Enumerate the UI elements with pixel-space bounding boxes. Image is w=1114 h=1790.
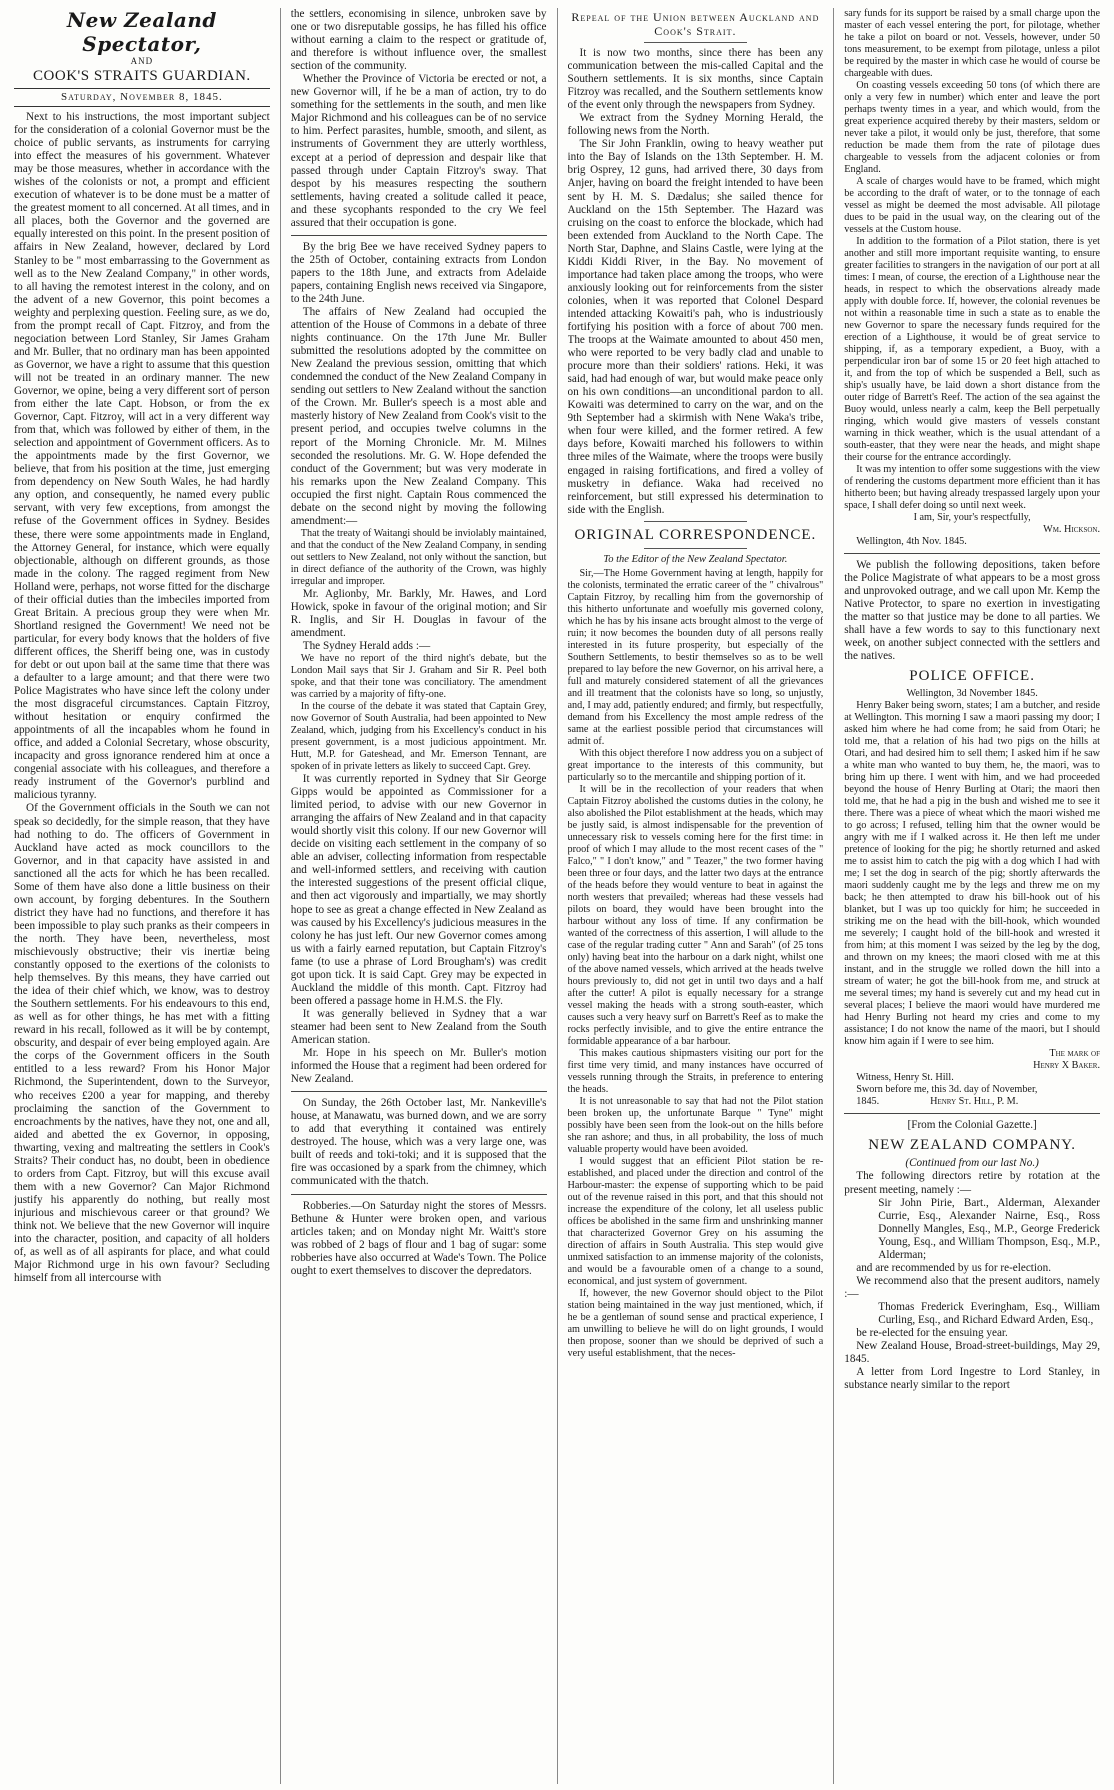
column-2 [291,8,547,1782]
news-paragraph: The Sir John Franklin, owing to heavy weather put into the Bay of Islands on the 13th September. H. M. brig Osprey, 12 guns, had arrived there, 30 days from Anjer, having on board the freight intended to have been sent by H. M. S. Dædalus; she sailed thence for Auckland on the 15th September. The Hazard was cruising on the coast to enforce the blockade, which had been extended from Auckland to the North Cape. The North Star, Daphne, and Slains Castle, were lying at the Kiddi Kiddi River, in the Bay. No movement of importance had taken place among the troops, who were anxiously looking out for reinforcements from the sister colonies, when it was reported that Colonel Despard intended attacking Kowaiti's pah, who is industriously fortifying his position with a force of about 700 men. The troops at the Waimate amounted to about 450 men, who were reported to be very badly clad and unable to procure more than their soldiers' rations. Heki, it was said, had had enough of war, but would make peace only on his own conditions—an unconditional pardon to all. Kowaiti was determined to carry on the war, and on the 9th September had a skirmish with Nene Waka's tribe, when four were killed, and the former retired. A few days before, Kowaiti marched his followers to within three miles of the Waimate, where the troops were busily engaged in raising fortifications, and fired a volley of musketry in defiance. Waka had received no reinforcement, but still expressed his determination to side with the English. [567,138,824,516]
auditors-list: Thomas Frederick Everingham, Esq., William Curling, Esq., and Richard Edward Arden, Esq., [878,1300,1100,1326]
letter-date: Wellington, 4th Nov. 1845. [856,536,967,547]
letter-body [568,568,824,1360]
sworn-detail [844,1096,1100,1108]
company-paragraph: The following directors retire by rotation at the present meeting, namely :— [844,1170,1100,1196]
continued-note: (Continued from our last No.) [905,1157,1039,1170]
mark-label: The mark of [1049,1048,1100,1060]
column-rule [833,8,834,1784]
news-paragraph: By the brig Bee we have received Sydney papers to the 25th of October, containing extracts from London papers to the 18th June, and extracts from Adelaide papers, containing English news received via Singapore, to the 24th June. [290,240,547,305]
news-paragraph: The Sydney Herald adds :— [302,640,431,653]
letter-signer: Wm. Hickson. [1043,524,1100,535]
letter-paragraph: It is not unreasonable to say that had not the Pilot station been broken up, the unfortunate Barque " Tyne" might possibly have been seen from the look-out on the hills before she ran ashore; and thus, in all probability, the loss of much valuable property would have been avoided. [567,1095,824,1155]
letter-paragraph: This makes cautious shipmasters visiting our port for the first time very timid, and many instances have occurred of vessels running through the Straits, in preference to entering the heads. [567,1047,824,1095]
article-divider [291,235,547,236]
news-paragraph: The affairs of New Zealand had occupied the attention of the House of Commons in a debate of three nights continuance. On the 17th June Mr. Buller submitted the resolutions adopted by the committee on New Zealand the previous session, omitting that which condemned the conduct of the New Zealand Company in sending out settlers to New Zealand without the sanction of the Crown. Mr. Buller's speech is a most able and masterly history of New Zealand from Cook's visit to the present period, and occupies twelve columns in the report of the Morning Chronicle. Mr. M. Milnes seconded the resolutions. Mr. G. W. Hope defended the conduct of the Government; but was very moderate in his remarks upon the New Zealand Company. This occupied the first night. Captain Rous commenced the debate on the second night by moving the following amendment:— [290,306,547,527]
letter-paragraph: It will be in the recollection of your readers that when Captain Fitzroy abolished the customs duties in the colony, he also abolished the Pilot establishment at the heads, which may be justly said, is almost indispensable for the prevention of unnecessary risk to vessels coming here for the first time: in proof of which I may allude to the most recent cases of the " Falco," " I don't know," and " Teazer," the two former having been three or four days, and the latter two days at the entrance of the heads before they would venture to beat in against the north westers that prevailed; whereas had these vessels had pilots on board, they would have been brought into the harbour without any loss of time. If any confirmation be wanted of the correctness of this assertion, I will allude to the case of the regular trading cutter " Ann and Sarah" (of 25 tons only) having beat into the harbour on a dark night, whilst one of the above named vessels, which arrived at the heads twelve hours previously to, did not get in until two days and a half after the cutter! A pilot is equally necessary for a strange vessel making the heads with a strong south-easter, which causes such a very heavy surf on Barrett's Reef as to make the rocks perfectly invisible, and to give the entire entrance the formidable appearance of a bar harbour. [567,783,824,1047]
heading-rule [644,548,746,549]
letter-paragraph: If, however, the new Governor should object to the Pilot station being maintained in the way just mentioned, which, if he be a gentleman of sound sense and practical experience, I am unwilling to believe he will do on light grounds, I would then propose, sooner than we should be deprived of such a very useful establishment, that the neces- [567,1287,824,1359]
masthead-subtitle: COOK'S STRAITS GUARDIAN. [33,68,251,84]
column-1 [14,8,270,1782]
article-divider [844,553,1100,554]
news-paragraph: Mr. Hope in his speech on Mr. Buller's motion informed the House that a regiment had been ordered for New Zealand. [290,1047,547,1086]
editorial-paragraph: the settlers, economising in silence, unbroken save by one or two disreputable gossips, he has filled his office without earning a claim to the respect or gratitude of, and therefore is without influence over, the smallest section of the community. [290,8,547,73]
quote-paragraph: In the course of the debate it was stated that Captain Grey, now Governor of South Australia, had been appointed to New Zealand, which, judging from his Excellency's conduct in his present government, is a most judicious appointment. Mr. Hutt, M.P. for Gateshead, and Mr. Emerson Tennant, are spoken of in private letters as likely to succeed Capt. Grey. [290,701,547,773]
news-paragraph: It was currently reported in Sydney that Sir George Gipps would be appointed as Commissioner for a limited period, to advise with our new Governor in arranging the affairs of New Zealand and in that capacity would shortly visit this colony. If our new Governor will decide on visiting each settlement in the company of so able an adviser, collecting information from respectable and well-informed settlers, and receiving with caution the interested suggestions of the present official clique, and then act vigorously and impartially, we may shortly hope to see as great a change effected in New Zealand as was caused by his Excellency's judicious measures in the colony he has just left. Our new Governor comes among us with a fairly earned reputation, but Captain Fitzroy's fame (to use a phrase of Lord Brougham's) was credit got upon tick. It is said Capt. Grey may be expected in Auckland the middle of this month. Capt. Fitzroy had been offered a passage home in H.M.S. the Fly. [290,773,547,1007]
article-divider [644,521,746,522]
editorial-paragraph: Of the Government officials in the South we can not speak so decidedly, for the simple reason, that they have had nothing to do. The officers of Government in Auckland have acted as mock councillors to the Governor, and in that capacity have assisted in and sanctioned all the acts for which he has been recalled. Some of them have also done a little business on their own account, by forging debentures. In the Southern district they have had no functions, and therefore it has been impossible to play such pranks as their compeers in the north. They have been, nevertheless, most mischievously obstructive; their vis inertiæ being constantly opposed to the exertions of the colonists to help themselves. By this means, they have carried out the idea of their chief which, we know, was to destroy the Southern settlements. For his endeavours to this end, as well as for other things, he has met with a fitting reward in his recall, followed as it will be by contempt, obscurity, and despair of ever being employed again. Are the corps of the Government officers in the South entitled to a less reward? From his Honor Major Richmond, the Superintendent, down to the Surveyor, who receives £200 a year for mapping, and thereby proclaiming the sanction of the Government to encroachments by the natives, have they not, one and all, aided and abetted the ex Governor, in opposing, thwarting, vexing and maltreating the settlers in Cook's Straits? Their conduct has, no doubt, been in obedience to orders from Capt. Fitzroy, but will this excuse avail them with a new Governor? Can Major Richmond justify his apparently do nothing, but really most injurious and mischievous career or that ground? We think not. We believe that the new Governor will inquire into the character, position, and capacity of all holders of, as well as of all aspirants for place, and what could Major Richmond urge in his own favour? Secluding himself from all intercourse with [14,802,270,1285]
column-3 [568,8,824,1782]
company-paragraph: We recommend also that the present auditors, namely :— [844,1274,1100,1300]
column-4 [844,8,1100,1782]
letter-paragraph: It was my intention to offer some suggestions with the view of rendering the customs department more efficient than it has hitherto been; but having already trespassed largely upon your space, I shall defer doing so until next week. [844,464,1100,511]
news-paragraph: It was generally believed in Sydney that a war steamer had been sent to New Zealand from the South American station. [290,1007,547,1046]
letter-paragraph: sary funds for its support be raised by a small charge upon the master of each vessel entering the port, for pilotage, whether he take a pilot on board or not. Vessels, however, under 50 tons measurement, to be exempt from pilotage, unless a pilot be required by the master in which case he would of course be chargeable with dues. [844,8,1100,79]
column-rule [557,8,558,1784]
masthead-title: New Zealand Spectator, [66,8,217,56]
to-editor-line: To the Editor of the New Zealand Spectator. [603,553,788,565]
directors-list: Sir John Pirie, Bart., Alderman, Alexander Currie, Esq., Alexander Nairne, Esq., Ross Donnelly Mangles, Esq., M.P., George Frederick Young, Esq., and William Thompson, Esq., M.P., Alderman; [878,1196,1100,1261]
repeal-heading: Repeal of the Union between Auckland and Cook's Strait. [571,10,820,38]
editorial-paragraph: Whether the Province of Victoria be erected or not, a new Governor will, if he be a man of action, try to do something for the settlements in the south, and men like Major Richmond and his colleagues can be of no service to him. Perfect parasites, humble, smooth, and silent, as instruments of Government they are utterly worthless, except at a period of depression and despair like that passed through under Captain Fitzroy's sway. That despot by his measures respecting the southern settlements, having created a solitude called it peace, and these sycophants responded to the cry We feel assured that their occupation is gone. [290,73,547,229]
quote-paragraph: That the treaty of Waitangi should be inviolably maintained, and that the conduct of the New Zealand Company, in sending out settlers to New Zealand, not only without the sanction, but in direct defiance of the authority of the Crown, was highly irregular and improper. [290,527,547,587]
letter-paragraph: With this object therefore I now address you on a subject of great importance to the interests of this community, but particularly so to the mercantile and shipping portion of it. [567,747,824,783]
news-paragraph: Mr. Aglionby, Mr. Barkly, Mr. Hawes, and Lord Howick, spoke in favour of the original motion; and Sir R. Inglis, and Sir H. Douglas in favour of the amendment. [290,587,547,639]
masthead-date: Saturday, November 8, 1845. [14,88,270,107]
letter-paragraph: Sir,—The Home Government having at length, happily for the colonists, terminated the erratic career of the " chivalrous" Captain Fitzroy, by recalling him from the governorship of this hitherto unfortunate and woefully mis governed colony, which he has by his insane acts brought almost to the verge of ruin; it now becomes the bounden duty of all persons really interested in its future prosperity, but especially of the Southern Settlements, to bestir themselves so as to be well prepared to lay before the new Governor, on his arrival here, a full and maturely considered statement of all the grievances and ill treatment that the colonists have so long, so unjustly, and, I may add, patiently endured; and firmly, but respectfully, demand from his Excellency the most ample redress of the same at the earliest possible period that circumstances will admit of. [567,567,824,747]
letter-paragraph: In addition to the formation of a Pilot station, there is yet another and still more important requisite wanting, to ensure greater facilities to strangers in the navigation of our port at all times: I mean, of course, the erection of a Lighthouse near the heads, in respect to which the observations already made apply with double force. If, however, the colonial revenues be not within a reasonable time in such a state as to enable the new Governor to spare the necessary funds required for the erection of a Lighthouse, it would be of great service to shipping, if, as a temporary expedient, a Buoy, with a perpendicular iron bar of some 15 or 20 feet high attached to it, and from the top of which be suspended a Bell, such as ship's usually have, be laid down a short distance from the outer ridge of Barrett's Reef. The action of the sea against the Buoy would, unless nearly a calm, keep the Bell perpetually ringing, which would give masters of vessels constant warning in thick weather, which is the usual attendant of a south-easter, that they were near the heads, and might shape their course for the entrance accordingly. [844,236,1100,463]
witness-line: Witness, Henry St. Hill. [856,1072,954,1084]
company-heading: NEW ZEALAND COMPANY. [868,1137,1076,1154]
masthead-and: AND [130,56,154,66]
sworn-year: 1845. [856,1096,880,1108]
quote-paragraph: We have no report of the third night's debate, but the London Mail says that Sir J. Graham and Sir R. Peel both spoke, and that their tone was conciliatory. The amendment was carried by a majority of fifty-one. [290,653,547,701]
depositions-paragraph: We publish the following depositions, taken before the Police Magistrate of what appears to be a most gross and unprovoked outrage, and we call upon Mr. Kemp the Native Protector, to spare no exertion in investigating the matter so that justice may be done to all parties. We shall have a few words to say to this functionary next week, on another subject connected with the settlers and the natives. [844,559,1100,663]
mark-name: Henry X Baker. [1033,1060,1100,1072]
sworn-line: Sworn before me, this 3d. day of November, [856,1084,1038,1096]
letter-continuation [844,8,1100,548]
fire-paragraph: On Sunday, the 26th October last, Mr. Nankeville's house, at Manawatu, was burned down, and we are sorry to add that everything it contained was entirely destroyed. The house, which was a very large one, was built of reeds and toki-toki; and it is supposed that the fire was occasioned by a spark from the chimney, which communicated with the thatch. [290,1097,547,1188]
company-paragraph: New Zealand House, Broad-street-buildings, May 29, 1845. [844,1340,1100,1366]
police-date: Wellington, 3d November 1845. [906,688,1038,700]
editorial-paragraph: Next to his instructions, the most important subject for the consideration of a colonial Governor must be the choice of public servants, as instruments for carrying into effect the measures of his government. Whatever may be those measures, whether in accordance with the wishes of the colonists or not, a prompt and efficient execution of whatever is to be done must be a matter of the greatest moment to all concerned. At all times, and in all places, both the Governor and the governed are equally interested on this point. In the present position of affairs in New Zealand, however, declared by Lord Stanley to be " most embarrassing to the Government as well as to the New Zealand Company," in other words, to all having the remotest interest in the colony, and on the advent of a new Governor, this point becomes a weighty and perplexing question. Feeling sure, as we do, from the prompt recall of Capt. Fitzroy, and from the negociation between Lord Stanley, Sir James Graham and Mr. Buller, that no ordinary man has been appointed as Governor, we have a right to assume that this question will not be treated in an ordinary manner. The new Governor, we opine, being a very different sort of person from either the late Capt. Hobson, or from the ex Governor, Capt. Fitzroy, will act in a very different way from that, which was followed by either of them, in the selection and appointment of Government officers. As to the appointments made by the first Governor, we believe, that from his position at the time, just emerging from dependency on New South Wales, he had hardly any option, and consequently, he named every public servant, with very few exceptions, from amongst the refuse of the Government offices in Sydney. Besides these, there were some appointments made in England, the Attorney General, for instance, which were equally objectionable, although on different grounds, as those made in the colony. The ragged regiment from New Holland were, perhaps, not worse fitted for the discharge of their official duties than the imbeciles imported from Great Britain. A precious group they were when Mr. Shortland resigned the Government! We need not be particular, for every body knows that the holders of five different offices, the Sheriff being one, was in custody for debt or out upon bail at the same time that there was a defaulter to a large amount; and that there were two Police Magistrates who have since left the colony under the most disgraceful circumstances. Captain Fitzroy, without hesitation or enquiry confirmed the appointments of all the incapables whom he found in office, and added a Colonial Secretary, whose obscurity, incapacity and gross ignorance rendered him at once a congenial associate with his colleagues, and therefore a ready instrument of the Governor's purblind and malicious tyranny. [14,111,270,802]
letter-paragraph: A scale of charges would have to be framed, which might be according to the draft of water, or to the tonnage of each vessel as might be deemed the most advisable. All pilotage dues to be paid in the usual way, on the clearing out of the vessels at the Custom house. [844,176,1100,235]
news-paragraph: It is now two months, since there has been any communication between the mis-called Capital and the Southern settlements. It is six months, since Captain Fitzroy was recalled, and the Southern settlements know of the event only through the newspapers from Sydney. [567,47,824,112]
letter-paragraph: On coasting vessels exceeding 50 tons (of which there are only a very few in number) which enter and leave the port perhaps twenty times in a year, and which would, from the great experience acquired thereby by their masters, seldom or never take a pilot, it would only be just, therefore, that some reduction be made them from the rate of pilotage dues chargeable to vessels from the adjacent colonies or from England. [844,80,1100,175]
article-divider [291,1194,547,1195]
column-rule [280,8,281,1784]
police-heading: POLICE OFFICE. [909,668,1035,685]
news-paragraph: We extract from the Sydney Morning Herald, the following news from the North. [567,112,824,138]
company-paragraph: and are recommended by us for re-election. [856,1261,1052,1274]
article-divider [844,1113,1100,1114]
amendment-quote [291,528,547,588]
article-divider [291,1091,547,1092]
company-paragraph: be re-elected for the ensuing year. [856,1327,1008,1340]
correspondence-heading: ORIGINAL CORRESPONDENCE. [574,526,817,543]
company-paragraph: A letter from Lord Ingestre to Lord Stanley, in substance nearly similar to the report [844,1366,1100,1392]
masthead [14,8,270,107]
deposition-text: Henry Baker being sworn, states; I am a butcher, and reside at Wellington. This morning I saw a maori passing my door; I asked him where he had come from; he said from Otari; he told me, that a relation of his had two pigs on the hills at Otari, and had desired him to sell them; I asked him if he saw a white man who wanted to buy them, he, the maori, was to bring him up there. I went with him, and we had proceeded beyond the house of Henry Burling at Otari; the maori then told me, that he had a pig in the bush and wished me to see it there. There was a piece of wheat which the maori wished me to go across; I refused, telling him that the owner would be angry with me if I walked across it. He then left me under pretence of looking for the pig; he shortly returned and asked me to assist him to catch the pig with a dog which I had with me; I set the dog in search of the pig; shortly afterwards the maori suddenly caught me by the legs and threw me on my back; he then attempted to draw his bill-hook out of his blanket, but I was up too quickly for him; he succeeded in striking me on the head with the bill-hook, which wounded me severely; I caught hold of the bill-hook and wrested it from him; at this moment I was seized by the leg by the dog, and thrown on my knees; the maori closed with me at this instant, and in the struggle we rolled down the hill into a stream of water; he got the bill-hook from me, and struck at me several times; my hand is severely cut and my head cut in several places; I believe the maori would have murdered me had Henry Burling not heard my cries and come to my assistance; I do not know the name of the maori, but I should know him again if I were to see him. [844,700,1100,1048]
herald-quote [291,653,547,773]
letter-paragraph: I would suggest that an efficient Pilot station be re-established, and placed under the direction and control of the Harbour-master: the expense of supporting which to be paid out of the revenue raised in this port, and that this should not increase the expenditure of the colony, let all useless public offices be abolished in the same firm and unshrinking manner that characterized Governor Grey on his assuming the direction of affairs in South Australia. This step would give unmixed satisfaction to an immense majority of the colonists, and would be a favourable omen of a change to a sound, economical, and just system of government. [567,1155,824,1287]
sworn-name: Henry St. Hill, P. M. [930,1096,1019,1108]
gazette-source: [From the Colonial Gazette.] [907,1119,1037,1132]
police-deposition [844,700,1100,1108]
heading-rule [644,42,746,43]
robberies-paragraph: Robberies.—On Saturday night the stores of Messrs. Bethune & Hunter were broken open, and various articles taken; and on Monday night Mr. Waitt's store was robbed of 2 bags of flour and 1 bag of sugar: some robberies have also occurred at Wade's Town. The Police ought to exert themselves to discover the depredators. [290,1199,547,1277]
letter-signoff: I am, Sir, your's respectfully, [913,512,1031,523]
